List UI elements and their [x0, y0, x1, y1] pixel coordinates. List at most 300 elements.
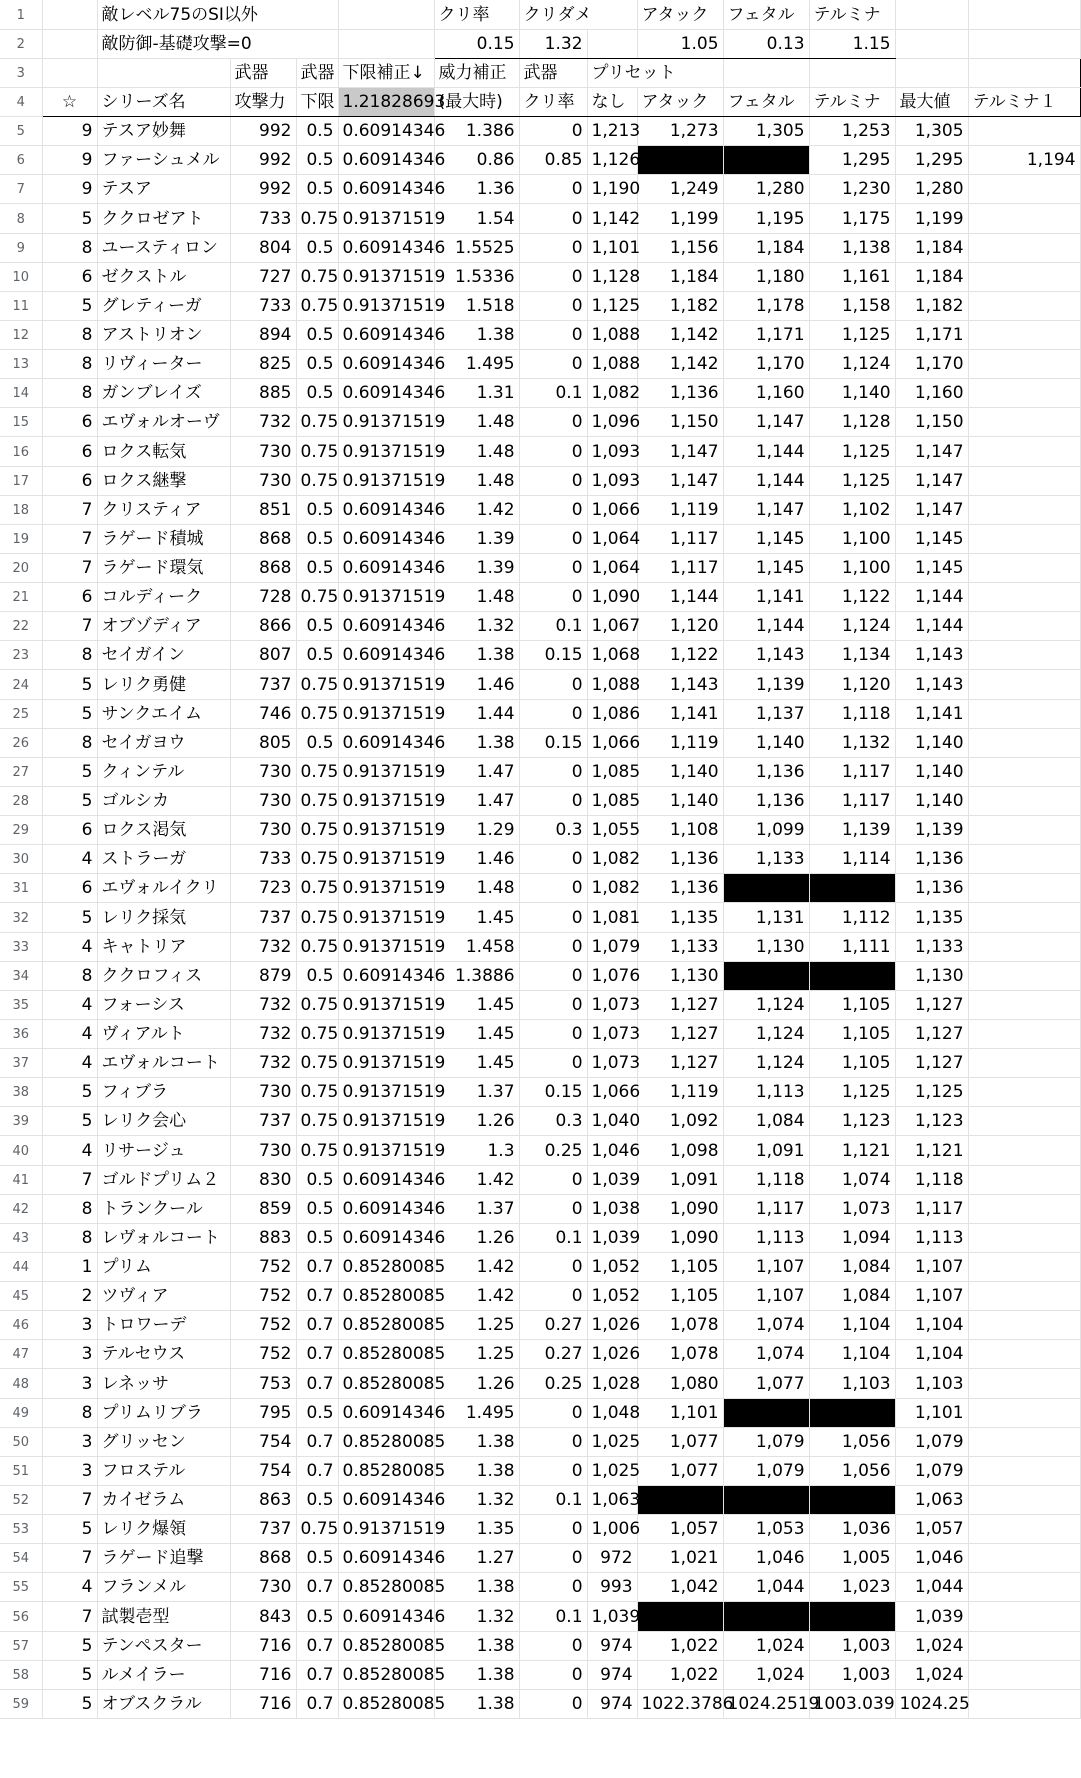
- lower-limit-cell[interactable]: 0.5: [296, 1544, 338, 1573]
- termina1-cell[interactable]: [968, 204, 1080, 233]
- termina-cell[interactable]: 1,117: [809, 757, 895, 786]
- star-cell[interactable]: 4: [42, 990, 97, 1019]
- lower-correction-cell[interactable]: 0.85280085: [338, 1252, 434, 1281]
- none-cell[interactable]: 1,028: [587, 1369, 637, 1398]
- lower-limit-cell[interactable]: 0.5: [296, 1398, 338, 1427]
- star-cell[interactable]: 4: [42, 1573, 97, 1602]
- series-name-cell[interactable]: ユースティロン: [97, 233, 230, 262]
- attack-cell[interactable]: 1,117: [637, 553, 723, 582]
- star-cell[interactable]: 6: [42, 466, 97, 495]
- series-name-cell[interactable]: コルディーク: [97, 583, 230, 612]
- crit-rate-value[interactable]: 0.15: [434, 29, 519, 58]
- attack-power-cell[interactable]: 730: [230, 816, 296, 845]
- fetal-cell[interactable]: 1024.2519: [723, 1689, 809, 1718]
- max-value-cell[interactable]: 1,127: [895, 990, 968, 1019]
- none-cell[interactable]: 974: [587, 1631, 637, 1660]
- power-correction-cell[interactable]: 1.42: [434, 495, 519, 524]
- power-correction-cell[interactable]: 1.38: [434, 1660, 519, 1689]
- termina-cell[interactable]: 1,003: [809, 1660, 895, 1689]
- termina1-cell[interactable]: [968, 524, 1080, 553]
- lower-correction-cell[interactable]: 0.85280085: [338, 1631, 434, 1660]
- attack-cell[interactable]: 1,143: [637, 670, 723, 699]
- termina-cell[interactable]: 1,084: [809, 1252, 895, 1281]
- termina1-cell[interactable]: [968, 466, 1080, 495]
- max-value-cell[interactable]: 1,140: [895, 786, 968, 815]
- max-value-cell[interactable]: 1,295: [895, 146, 968, 175]
- crit-rate-label[interactable]: クリ率: [434, 0, 519, 29]
- series-name-cell[interactable]: ストラーガ: [97, 845, 230, 874]
- lower-correction-cell[interactable]: 0.60914346: [338, 379, 434, 408]
- attack-power-cell[interactable]: 752: [230, 1311, 296, 1340]
- fetal-cell[interactable]: 1,107: [723, 1252, 809, 1281]
- lower-correction-cell[interactable]: 0.60914346: [338, 524, 434, 553]
- attack-power-cell[interactable]: 752: [230, 1282, 296, 1311]
- row-number[interactable]: 35: [0, 990, 42, 1019]
- row-number[interactable]: 7: [0, 175, 42, 204]
- max-value-cell[interactable]: 1,123: [895, 1107, 968, 1136]
- crit-rate-cell[interactable]: 0: [519, 874, 587, 903]
- lower-limit-cell[interactable]: 0.7: [296, 1427, 338, 1456]
- lower-limit-cell[interactable]: 0.5: [296, 320, 338, 349]
- row-number[interactable]: 46: [0, 1311, 42, 1340]
- none-cell[interactable]: 1,093: [587, 437, 637, 466]
- attack-power-cell[interactable]: 894: [230, 320, 296, 349]
- star-cell[interactable]: 8: [42, 961, 97, 990]
- fetal-cell[interactable]: 1,144: [723, 466, 809, 495]
- row-number[interactable]: 2: [0, 29, 42, 58]
- star-cell[interactable]: 8: [42, 379, 97, 408]
- max-value-cell[interactable]: 1,057: [895, 1515, 968, 1544]
- row-number[interactable]: 12: [0, 320, 42, 349]
- lower-correction-cell[interactable]: 0.60914346: [338, 1194, 434, 1223]
- series-name-cell[interactable]: ロクス転気: [97, 437, 230, 466]
- series-name-cell[interactable]: レネッサ: [97, 1369, 230, 1398]
- crit-rate-cell[interactable]: 0: [519, 1573, 587, 1602]
- attack-power-cell[interactable]: 992: [230, 146, 296, 175]
- fetal-cell[interactable]: 1,160: [723, 379, 809, 408]
- fetal-cell[interactable]: 1,024: [723, 1631, 809, 1660]
- termina1-cell[interactable]: [968, 291, 1080, 320]
- lower-correction-cell[interactable]: 0.85280085: [338, 1282, 434, 1311]
- max-value-cell[interactable]: 1,024: [895, 1631, 968, 1660]
- crit-rate-cell[interactable]: 0: [519, 1689, 587, 1718]
- lower-limit-cell[interactable]: 0.75: [296, 1136, 338, 1165]
- termina-cell[interactable]: 1,102: [809, 495, 895, 524]
- attack-power-cell[interactable]: 737: [230, 903, 296, 932]
- lower-correction-cell[interactable]: 0.91371519: [338, 816, 434, 845]
- series-name-cell[interactable]: テスア: [97, 175, 230, 204]
- termina1-cell[interactable]: [968, 1107, 1080, 1136]
- max-value-cell[interactable]: 1,104: [895, 1311, 968, 1340]
- none-cell[interactable]: 1,026: [587, 1340, 637, 1369]
- lower-correction-cell[interactable]: 0.91371519: [338, 699, 434, 728]
- star-cell[interactable]: 4: [42, 845, 97, 874]
- star-cell[interactable]: 4: [42, 1136, 97, 1165]
- attack-cell[interactable]: 1,022: [637, 1660, 723, 1689]
- row-number[interactable]: 39: [0, 1107, 42, 1136]
- lower-limit-cell[interactable]: 0.7: [296, 1340, 338, 1369]
- fetal-cell[interactable]: [723, 1602, 809, 1631]
- termina1-cell[interactable]: [968, 1194, 1080, 1223]
- attack-cell[interactable]: 1,150: [637, 408, 723, 437]
- termina-cell[interactable]: 1,295: [809, 146, 895, 175]
- star-cell[interactable]: 6: [42, 816, 97, 845]
- power-correction-cell[interactable]: 1.42: [434, 1165, 519, 1194]
- max-value-cell[interactable]: 1,136: [895, 845, 968, 874]
- attack-cell[interactable]: 1,057: [637, 1515, 723, 1544]
- row-number[interactable]: 41: [0, 1165, 42, 1194]
- power-correction-cell[interactable]: 1.36: [434, 175, 519, 204]
- power-correction-cell[interactable]: 1.44: [434, 699, 519, 728]
- termina1-cell[interactable]: [968, 1136, 1080, 1165]
- power-correction-cell[interactable]: 1.26: [434, 1223, 519, 1252]
- star-cell[interactable]: 7: [42, 524, 97, 553]
- row-number[interactable]: 53: [0, 1515, 42, 1544]
- termina1-cell[interactable]: [968, 1078, 1080, 1107]
- termina1-cell[interactable]: [968, 1427, 1080, 1456]
- power-correction-cell[interactable]: 1.48: [434, 583, 519, 612]
- crit-rate-cell[interactable]: 0.27: [519, 1340, 587, 1369]
- lower-correction-cell[interactable]: 0.60914346: [338, 1398, 434, 1427]
- lower-correction-cell[interactable]: 0.85280085: [338, 1689, 434, 1718]
- preset-header[interactable]: プリセット: [587, 58, 723, 87]
- row-number[interactable]: 58: [0, 1660, 42, 1689]
- lower-correction-cell[interactable]: 0.91371519: [338, 204, 434, 233]
- attack-power-cell[interactable]: 732: [230, 1049, 296, 1078]
- attack-cell[interactable]: 1,273: [637, 117, 723, 146]
- termina1-cell[interactable]: [968, 553, 1080, 582]
- attack-cell[interactable]: 1,142: [637, 350, 723, 379]
- fetal-cell[interactable]: 1,046: [723, 1544, 809, 1573]
- star-cell[interactable]: 6: [42, 437, 97, 466]
- star-cell[interactable]: 7: [42, 495, 97, 524]
- power-correction-cell[interactable]: 1.47: [434, 786, 519, 815]
- cell[interactable]: [809, 58, 895, 87]
- fetal-cell[interactable]: 1,077: [723, 1369, 809, 1398]
- attack-power-cell[interactable]: 868: [230, 524, 296, 553]
- termina-cell[interactable]: 1,124: [809, 612, 895, 641]
- attack-power-cell[interactable]: 885: [230, 379, 296, 408]
- lower-limit-cell[interactable]: 0.5: [296, 175, 338, 204]
- max-value-cell[interactable]: 1,046: [895, 1544, 968, 1573]
- lower-limit-cell[interactable]: 0.75: [296, 1078, 338, 1107]
- lower-limit-cell[interactable]: 0.75: [296, 466, 338, 495]
- fetal-cell[interactable]: 1,107: [723, 1282, 809, 1311]
- fetal-cell[interactable]: 1,099: [723, 816, 809, 845]
- lower-limit-cell[interactable]: 0.75: [296, 757, 338, 786]
- fetal-cell[interactable]: 1,195: [723, 204, 809, 233]
- termina-cell[interactable]: 1,117: [809, 786, 895, 815]
- attack-power-cell[interactable]: 825: [230, 350, 296, 379]
- series-name-cell[interactable]: レリク会心: [97, 1107, 230, 1136]
- star-cell[interactable]: 5: [42, 1660, 97, 1689]
- lower-correction-cell[interactable]: 0.91371519: [338, 1078, 434, 1107]
- series-name-cell[interactable]: ラゲード環気: [97, 553, 230, 582]
- series-name-cell[interactable]: ククロゼアト: [97, 204, 230, 233]
- crit-rate-cell[interactable]: 0: [519, 961, 587, 990]
- fetal-cell[interactable]: 1,136: [723, 757, 809, 786]
- attack-cell[interactable]: 1,098: [637, 1136, 723, 1165]
- series-name-cell[interactable]: レヴォルコート: [97, 1223, 230, 1252]
- lower-correction-cell[interactable]: 0.91371519: [338, 874, 434, 903]
- lower-limit-cell[interactable]: 0.5: [296, 1165, 338, 1194]
- series-name-cell[interactable]: レリク採気: [97, 903, 230, 932]
- series-name-cell[interactable]: ゴルドプリム２: [97, 1165, 230, 1194]
- fetal-cell[interactable]: 1,144: [723, 437, 809, 466]
- attack-power-cell[interactable]: 732: [230, 932, 296, 961]
- none-cell[interactable]: 1,026: [587, 1311, 637, 1340]
- crit-rate-cell[interactable]: 0: [519, 437, 587, 466]
- termina-cell[interactable]: 1,003: [809, 1631, 895, 1660]
- termina1-cell[interactable]: [968, 1398, 1080, 1427]
- attack-power-cell[interactable]: 754: [230, 1456, 296, 1485]
- row-number[interactable]: 50: [0, 1427, 42, 1456]
- lower-correction-cell[interactable]: 0.60914346: [338, 1165, 434, 1194]
- termina-cell[interactable]: 1,123: [809, 1107, 895, 1136]
- series-name-cell[interactable]: エヴォルオーヴ: [97, 408, 230, 437]
- attack-cell[interactable]: 1,077: [637, 1427, 723, 1456]
- crit-rate-cell[interactable]: 0: [519, 990, 587, 1019]
- power-correction-cell[interactable]: 1.37: [434, 1078, 519, 1107]
- termina1-cell[interactable]: [968, 874, 1080, 903]
- termina1-cell[interactable]: [968, 699, 1080, 728]
- series-name-cell[interactable]: ファーシュメル: [97, 146, 230, 175]
- series-name-cell[interactable]: プリムリブラ: [97, 1398, 230, 1427]
- termina1-cell[interactable]: [968, 786, 1080, 815]
- fetal-cell[interactable]: 1,124: [723, 1019, 809, 1048]
- star-cell[interactable]: 3: [42, 1311, 97, 1340]
- crit-rate-cell[interactable]: 0.15: [519, 728, 587, 757]
- crit-rate-cell[interactable]: 0: [519, 583, 587, 612]
- max-value-cell[interactable]: 1024.25: [895, 1689, 968, 1718]
- termina-cell[interactable]: 1,132: [809, 728, 895, 757]
- crit-rate-cell[interactable]: 0: [519, 1515, 587, 1544]
- fetal-cell[interactable]: [723, 1485, 809, 1514]
- star-cell[interactable]: 6: [42, 408, 97, 437]
- fetal-cell[interactable]: 1,180: [723, 262, 809, 291]
- termina-cell[interactable]: 1,094: [809, 1223, 895, 1252]
- power-correction-cell[interactable]: 1.26: [434, 1369, 519, 1398]
- cell[interactable]: [587, 29, 637, 58]
- termina-cell[interactable]: 1,121: [809, 1136, 895, 1165]
- star-cell[interactable]: 5: [42, 1107, 97, 1136]
- series-name-cell[interactable]: フォーシス: [97, 990, 230, 1019]
- attack-cell[interactable]: 1,077: [637, 1456, 723, 1485]
- lower-correction-cell[interactable]: 0.60914346: [338, 350, 434, 379]
- row-number[interactable]: 27: [0, 757, 42, 786]
- termina-cell[interactable]: 1,104: [809, 1311, 895, 1340]
- series-name-cell[interactable]: クィンテル: [97, 757, 230, 786]
- crit-rate-cell[interactable]: 0.1: [519, 1602, 587, 1631]
- power-correction-cell[interactable]: 1.32: [434, 1602, 519, 1631]
- power-correction-cell[interactable]: 1.45: [434, 990, 519, 1019]
- row-number[interactable]: 4: [0, 87, 42, 116]
- power-correction-cell[interactable]: 1.3: [434, 1136, 519, 1165]
- max-value-cell[interactable]: 1,136: [895, 874, 968, 903]
- series-name-cell[interactable]: サンクエイム: [97, 699, 230, 728]
- attack-cell[interactable]: [637, 1602, 723, 1631]
- row-number[interactable]: 42: [0, 1194, 42, 1223]
- none-cell[interactable]: 1,066: [587, 1078, 637, 1107]
- lower-correction-cell[interactable]: 0.91371519: [338, 845, 434, 874]
- attack-power-cell[interactable]: 992: [230, 175, 296, 204]
- fetal-cell[interactable]: 1,124: [723, 990, 809, 1019]
- attack-value[interactable]: 1.05: [637, 29, 723, 58]
- attack-power-cell[interactable]: 733: [230, 845, 296, 874]
- row-number[interactable]: 17: [0, 466, 42, 495]
- series-name-cell[interactable]: フランメル: [97, 1573, 230, 1602]
- crit-rate-cell[interactable]: 0.1: [519, 379, 587, 408]
- none-cell[interactable]: 1,052: [587, 1252, 637, 1281]
- termina-cell[interactable]: 1,253: [809, 117, 895, 146]
- attack-cell[interactable]: 1022.3786: [637, 1689, 723, 1718]
- termina-cell[interactable]: 1,125: [809, 1078, 895, 1107]
- fetal-cell[interactable]: 1,140: [723, 728, 809, 757]
- max-value-cell[interactable]: 1,125: [895, 1078, 968, 1107]
- termina1-cell[interactable]: [968, 1369, 1080, 1398]
- none-cell[interactable]: 1,068: [587, 641, 637, 670]
- termina1-header[interactable]: テルミナ１: [968, 87, 1080, 116]
- attack-cell[interactable]: 1,105: [637, 1252, 723, 1281]
- series-name-cell[interactable]: カイゼラム: [97, 1485, 230, 1514]
- star-cell[interactable]: 8: [42, 233, 97, 262]
- attack-cell[interactable]: 1,144: [637, 583, 723, 612]
- lower-correction-cell[interactable]: 0.91371519: [338, 757, 434, 786]
- attack-power-cell[interactable]: 737: [230, 1107, 296, 1136]
- attack-cell[interactable]: 1,127: [637, 990, 723, 1019]
- power-correction-cell[interactable]: 1.45: [434, 1019, 519, 1048]
- power-correction-cell[interactable]: 1.32: [434, 612, 519, 641]
- power-correction-cell[interactable]: 1.5336: [434, 262, 519, 291]
- star-cell[interactable]: 8: [42, 350, 97, 379]
- row-number[interactable]: 16: [0, 437, 42, 466]
- max-value-cell[interactable]: 1,143: [895, 670, 968, 699]
- termina1-cell[interactable]: [968, 1456, 1080, 1485]
- attack-cell[interactable]: 1,182: [637, 291, 723, 320]
- attack-cell[interactable]: 1,147: [637, 466, 723, 495]
- power-correction-cell[interactable]: 1.46: [434, 670, 519, 699]
- crit-rate-cell[interactable]: 0.25: [519, 1369, 587, 1398]
- fetal-cell[interactable]: 1,044: [723, 1573, 809, 1602]
- lower-correction-cell[interactable]: 0.60914346: [338, 728, 434, 757]
- none-cell[interactable]: 1,190: [587, 175, 637, 204]
- crit-rate-cell[interactable]: 0: [519, 204, 587, 233]
- none-cell[interactable]: 1,064: [587, 553, 637, 582]
- power-correction-cell[interactable]: 1.458: [434, 932, 519, 961]
- fetal-cell[interactable]: 1,178: [723, 291, 809, 320]
- crit-rate-cell[interactable]: 0: [519, 233, 587, 262]
- none-cell[interactable]: 1,025: [587, 1427, 637, 1456]
- termina1-cell[interactable]: [968, 612, 1080, 641]
- termina1-cell[interactable]: [968, 728, 1080, 757]
- fetal-cell[interactable]: [723, 961, 809, 990]
- termina1-cell[interactable]: [968, 1660, 1080, 1689]
- none-cell[interactable]: 1,096: [587, 408, 637, 437]
- crit-rate-cell[interactable]: 0.3: [519, 1107, 587, 1136]
- lower-correction-cell[interactable]: 0.60914346: [338, 612, 434, 641]
- max-value-header[interactable]: 最大値: [895, 87, 968, 116]
- max-value-cell[interactable]: 1,280: [895, 175, 968, 204]
- fetal-cell[interactable]: 1,133: [723, 845, 809, 874]
- attack-cell[interactable]: 1,022: [637, 1631, 723, 1660]
- lower-limit-cell[interactable]: 0.7: [296, 1631, 338, 1660]
- attack-cell[interactable]: 1,090: [637, 1223, 723, 1252]
- fetal-cell[interactable]: 1,280: [723, 175, 809, 204]
- fetal-cell[interactable]: 1,137: [723, 699, 809, 728]
- crit-rate-cell[interactable]: 0.1: [519, 612, 587, 641]
- star-cell[interactable]: 5: [42, 903, 97, 932]
- row-number[interactable]: 36: [0, 1019, 42, 1048]
- lower-limit-cell[interactable]: 0.75: [296, 816, 338, 845]
- cell[interactable]: [968, 58, 1080, 87]
- power-correction-cell[interactable]: 1.518: [434, 291, 519, 320]
- attack-power-cell[interactable]: 732: [230, 408, 296, 437]
- termina-cell[interactable]: 1,105: [809, 990, 895, 1019]
- attack-cell[interactable]: 1,078: [637, 1311, 723, 1340]
- power-correction-cell[interactable]: 1.47: [434, 757, 519, 786]
- power-correction-cell[interactable]: 1.27: [434, 1544, 519, 1573]
- attack-power-cell[interactable]: 992: [230, 117, 296, 146]
- lower-correction-cell[interactable]: 0.60914346: [338, 233, 434, 262]
- none-cell[interactable]: 1,128: [587, 262, 637, 291]
- star-cell[interactable]: 5: [42, 699, 97, 728]
- fetal-cell[interactable]: 1,130: [723, 932, 809, 961]
- power-correction-cell[interactable]: 1.32: [434, 1485, 519, 1514]
- row-number[interactable]: 43: [0, 1223, 42, 1252]
- attack-cell[interactable]: 1,101: [637, 1398, 723, 1427]
- lower-correction-cell[interactable]: 0.85280085: [338, 1456, 434, 1485]
- crit-rate-cell[interactable]: 0: [519, 903, 587, 932]
- row-number[interactable]: 57: [0, 1631, 42, 1660]
- max-value-cell[interactable]: 1,113: [895, 1223, 968, 1252]
- none-cell[interactable]: 1,088: [587, 350, 637, 379]
- crit-rate-cell[interactable]: 0: [519, 1456, 587, 1485]
- power-correction-cell[interactable]: 1.48: [434, 408, 519, 437]
- none-cell[interactable]: 1,081: [587, 903, 637, 932]
- attack-power-header[interactable]: 攻撃力: [230, 87, 296, 116]
- max-value-cell[interactable]: 1,104: [895, 1340, 968, 1369]
- power-correction-cell[interactable]: 1.42: [434, 1252, 519, 1281]
- crit-rate-cell[interactable]: 0: [519, 1398, 587, 1427]
- fetal-cell[interactable]: 1,143: [723, 641, 809, 670]
- crit-rate-cell[interactable]: 0.15: [519, 1078, 587, 1107]
- termina1-cell[interactable]: [968, 1019, 1080, 1048]
- fetal-cell[interactable]: 1,170: [723, 350, 809, 379]
- crit-rate-cell[interactable]: 0.3: [519, 816, 587, 845]
- attack-power-cell[interactable]: 732: [230, 990, 296, 1019]
- termina-cell[interactable]: 1,158: [809, 291, 895, 320]
- crit-rate-cell[interactable]: 0: [519, 262, 587, 291]
- lower-correction-cell[interactable]: 0.60914346: [338, 1544, 434, 1573]
- max-value-cell[interactable]: 1,135: [895, 903, 968, 932]
- series-name-cell[interactable]: ロクス渇気: [97, 816, 230, 845]
- lower-limit-cell[interactable]: 0.5: [296, 1194, 338, 1223]
- fetal-cell[interactable]: 1,144: [723, 612, 809, 641]
- max-value-cell[interactable]: 1,160: [895, 379, 968, 408]
- lower-correction-cell[interactable]: 0.60914346: [338, 1223, 434, 1252]
- series-name-cell[interactable]: レリク勇健: [97, 670, 230, 699]
- power-correction-cell[interactable]: 1.39: [434, 524, 519, 553]
- termina1-cell[interactable]: [968, 379, 1080, 408]
- max-value-cell[interactable]: 1,107: [895, 1252, 968, 1281]
- crit-rate-cell[interactable]: 0: [519, 1660, 587, 1689]
- termina1-cell[interactable]: [968, 1311, 1080, 1340]
- crit-rate-cell[interactable]: 0.27: [519, 1311, 587, 1340]
- termina1-cell[interactable]: [968, 1252, 1080, 1281]
- row-number[interactable]: 9: [0, 233, 42, 262]
- termina-cell[interactable]: 1,005: [809, 1544, 895, 1573]
- max-value-cell[interactable]: 1,305: [895, 117, 968, 146]
